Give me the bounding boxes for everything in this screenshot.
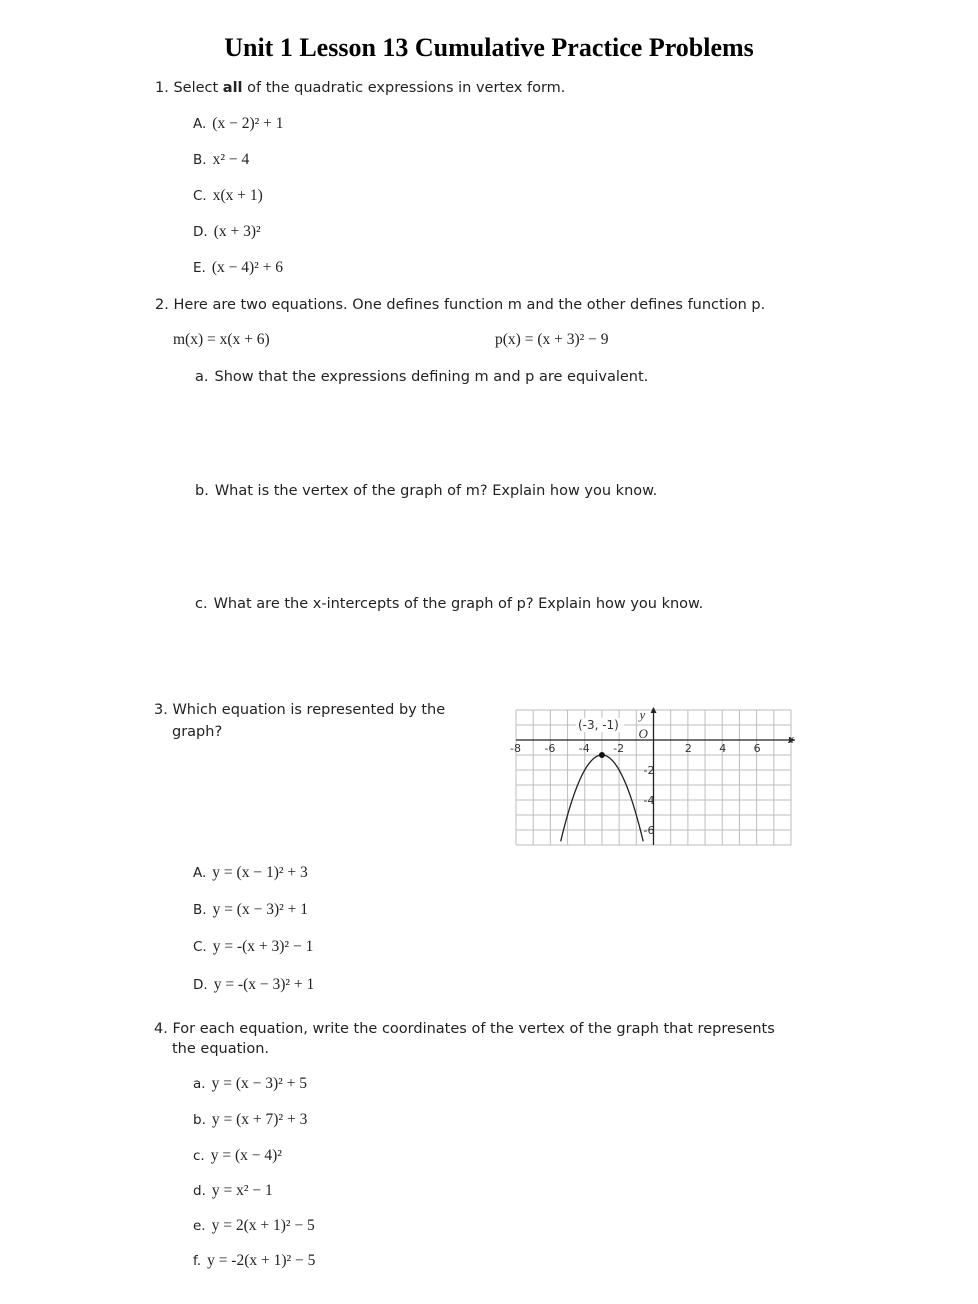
option-expression: y = -(x + 3)² − 1	[212, 938, 314, 955]
q3-option-b[interactable]	[193, 901, 308, 919]
x-axis-label: x	[788, 731, 794, 746]
item-expression: y = (x − 4)²	[210, 1147, 282, 1164]
q4-item-b	[193, 1111, 307, 1129]
item-expression: y = (x + 7)² + 3	[211, 1111, 308, 1128]
option-letter: E.	[193, 260, 206, 276]
option-expression: (x + 3)²	[213, 223, 261, 240]
option-expression: (x − 2)² + 1	[212, 115, 284, 132]
item-expression: y = -2(x + 1)² − 5	[207, 1252, 316, 1269]
option-expression: (x − 4)² + 6	[211, 259, 284, 276]
q1-option-d[interactable]	[193, 223, 261, 241]
page-title: Unit 1 Lesson 13 Cumulative Practice Problems	[224, 33, 754, 62]
q1-prompt	[155, 80, 565, 96]
item-label: a.	[193, 1076, 206, 1092]
item-expression: y = (x − 3)² + 5	[211, 1075, 308, 1092]
vertex-point	[599, 752, 605, 758]
option-expression: x² − 4	[212, 151, 250, 168]
part-text: What is the vertex of the graph of m? Explain how you know.	[214, 483, 658, 499]
item-label: e.	[193, 1218, 206, 1234]
q1-option-e[interactable]	[193, 259, 283, 277]
y-axis-label: y	[639, 707, 646, 722]
q2-part-a	[195, 369, 648, 385]
q4-item-e	[193, 1217, 315, 1235]
option-expression: x(x + 1)	[212, 187, 263, 204]
x-tick-label: -6	[544, 742, 556, 755]
y-tick-label: -6	[643, 824, 655, 837]
item-expression: y = x² − 1	[211, 1182, 273, 1199]
x-tick-label: 6	[753, 742, 761, 755]
q2-part-b	[195, 483, 657, 499]
q1-option-b[interactable]	[193, 151, 249, 169]
x-tick-label: -8	[510, 742, 521, 755]
part-text: Show that the expressions defining m and p are equivalent.	[214, 369, 649, 385]
q2-m-equation: m(x) = x(x + 6)	[173, 331, 270, 348]
q2-part-c	[195, 596, 703, 612]
option-expression: y = -(x − 3)² + 1	[213, 976, 315, 993]
x-tick-label: 2	[684, 742, 692, 755]
graph-ticks	[510, 707, 794, 837]
part-label: a.	[195, 369, 209, 385]
item-label: c.	[193, 1148, 205, 1164]
q2-prompt: 2. Here are two equations. One defines function m and the other defines function p.	[155, 297, 766, 313]
option-letter: C.	[193, 939, 207, 955]
option-letter: D.	[193, 977, 208, 993]
q3-option-d[interactable]	[193, 976, 314, 994]
option-letter: C.	[193, 188, 207, 204]
option-letter: A.	[193, 865, 207, 881]
part-label: b.	[195, 483, 209, 499]
item-label: f.	[193, 1253, 202, 1269]
item-expression: y = 2(x + 1)² − 5	[211, 1217, 315, 1234]
q3-prompt-line1: 3. Which equation is represented by the	[154, 702, 446, 718]
q4-prompt-line2: the equation.	[172, 1041, 269, 1057]
option-letter: A.	[193, 116, 207, 132]
q4-item-d	[193, 1182, 273, 1200]
q3-prompt-line2: graph?	[172, 724, 223, 740]
q4-item-f	[193, 1252, 315, 1270]
item-label: d.	[193, 1183, 206, 1199]
item-label: b.	[193, 1112, 206, 1128]
x-tick-label: -4	[578, 742, 590, 755]
q2-p-equation: p(x) = (x + 3)² − 9	[495, 331, 609, 348]
graph-axes	[516, 707, 795, 845]
x-tick-label: 4	[719, 742, 727, 755]
q3-option-c[interactable]	[193, 938, 313, 956]
vertex-label: (-3, -1)	[577, 718, 619, 732]
option-letter: B.	[193, 902, 207, 918]
q1-prompt-post: of the quadratic expressions in vertex form.	[242, 80, 566, 96]
q4-item-c	[193, 1147, 282, 1165]
origin-label: O	[638, 726, 648, 741]
q1-prompt-bold: all	[222, 80, 243, 96]
q1-option-c[interactable]	[193, 187, 263, 205]
q4-prompt-line1: 4. For each equation, write the coordinates of the vertex of the graph that represents	[154, 1021, 775, 1037]
option-expression: y = (x − 3)² + 1	[212, 901, 309, 918]
q1-prompt-pre: 1. Select	[155, 80, 223, 96]
option-letter: D.	[193, 224, 208, 240]
q3-option-a[interactable]	[193, 864, 308, 882]
q4-item-a	[193, 1075, 307, 1093]
x-tick-label: -2	[613, 742, 625, 755]
option-letter: B.	[193, 152, 207, 168]
q3-graph	[508, 705, 798, 853]
part-text: What are the x-intercepts of the graph of p? Explain how you know.	[213, 596, 704, 612]
q1-option-a[interactable]	[193, 115, 284, 133]
part-label: c.	[195, 596, 208, 612]
y-tick-label: -4	[643, 794, 655, 807]
option-expression: y = (x − 1)² + 3	[212, 864, 308, 881]
y-tick-label: -2	[643, 764, 655, 777]
